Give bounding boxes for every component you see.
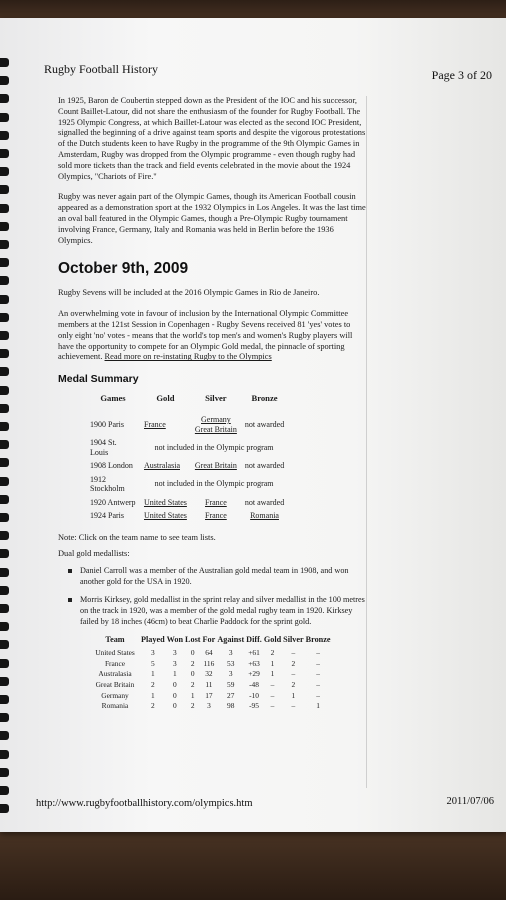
binding-hole [0, 677, 9, 686]
medal-summary-title: Medal Summary [58, 373, 139, 386]
team-name-cell: Australasia [98, 669, 132, 679]
footer-date: 2011/07/06 [446, 796, 494, 807]
games-cell: 1900 Paris [90, 419, 124, 429]
page-number: Page 3 of 20 [431, 68, 492, 82]
binding-hole [0, 804, 9, 813]
gold-team-link[interactable]: Australasia [144, 461, 180, 471]
stat-cell: 11 [205, 679, 213, 689]
table-row [86, 436, 288, 459]
stat-cell: 3 [173, 658, 177, 668]
table-row [86, 413, 288, 436]
header-gold: Gold [156, 393, 175, 404]
not-included-note: not included in the Olympic program [154, 442, 274, 452]
header-games: Games [100, 393, 126, 404]
gold-team-link[interactable]: United States [144, 511, 187, 521]
printed-page [0, 18, 506, 832]
table-row [86, 459, 288, 473]
binding-hole [0, 768, 9, 777]
table-row [90, 648, 332, 659]
binding-hole [0, 349, 9, 358]
stat-cell: – [270, 690, 275, 700]
binding-hole [0, 258, 9, 267]
stat-cell: 2 [190, 658, 195, 668]
header-silver: Silver [283, 635, 304, 645]
stat-cell: 1 [173, 669, 177, 679]
not-included-note: not included in the Olympic program [154, 479, 274, 489]
binding-hole [0, 422, 9, 431]
header-silver: Silver [205, 393, 227, 404]
spiral-binding [0, 58, 10, 818]
binding-hole [0, 750, 9, 759]
binding-hole [0, 58, 9, 67]
team-name-cell: Great Britain [95, 679, 135, 689]
list-item-text: Daniel Carroll was a member of the Australian gold medal team in 1908, and won another gold for the USA in 1920. [80, 566, 349, 586]
silver-team-link[interactable]: France [205, 497, 227, 507]
binding-hole [0, 640, 9, 649]
stat-cell: 17 [205, 690, 213, 700]
stat-cell: – [316, 690, 320, 700]
table-row [90, 680, 332, 691]
stat-cell: 1 [150, 669, 155, 679]
games-cell: 1912 Stockholm [90, 474, 125, 494]
stat-cell: 3 [173, 648, 177, 658]
stat-cell: 1 [150, 690, 155, 700]
header-diff: Diff. [246, 635, 262, 645]
stat-cell: 0 [190, 669, 195, 679]
games-cell: 1908 London [90, 461, 133, 471]
table-row [90, 659, 332, 670]
stat-cell: -10 [249, 690, 259, 700]
section-paragraph-2 [58, 309, 366, 363]
team-list-note: Note: Click on the team name to see team lists. [58, 532, 216, 542]
bronze-cell: not awarded [244, 497, 285, 507]
binding-hole [0, 113, 9, 122]
stat-cell: – [316, 679, 320, 689]
stat-cell: – [291, 701, 296, 711]
stat-cell: – [291, 648, 296, 658]
stat-cell: 53 [227, 658, 235, 668]
stat-cell: 98 [227, 701, 235, 711]
list-item-text: Morris Kirksey, gold medallist in the sprint relay and silver medallist in the 100 metres on the track in 1920, was a member of the gold medal rugby team in 1920. Kirksey failed by 18 inches (46cm) to beat Charlie Paddock for the sprint gold. [80, 595, 365, 626]
silver-team-link[interactable]: Great Britain [194, 461, 237, 471]
stat-cell: – [291, 669, 296, 679]
stat-cell: 1 [190, 690, 195, 700]
binding-hole [0, 367, 9, 376]
stat-cell: 32 [205, 669, 213, 679]
stat-cell: +29 [248, 669, 260, 679]
binding-hole [0, 222, 9, 231]
binding-hole [0, 295, 9, 304]
stat-cell: 3 [207, 701, 211, 711]
binding-hole [0, 458, 9, 467]
medal-table-header-row [86, 393, 288, 413]
binding-hole [0, 659, 9, 668]
binding-hole [0, 568, 9, 577]
stat-cell: 1 [270, 658, 275, 668]
table-row [90, 669, 332, 680]
gold-team-link[interactable]: United States [144, 497, 187, 507]
header-for: For [202, 635, 216, 645]
stat-cell: 0 [173, 679, 177, 689]
content-column [50, 96, 367, 788]
binding-hole [0, 276, 9, 285]
intro-paragraph-2: Rugby was never again part of the Olympic Games, though its American Football cousin appeared as a demonstration sport at the 1932 Olympics in Los Angeles. It was the last time an oval ball featured in the Olympic Games, though a Pre-Olympic Rugby tournament involving France, Germany, Italy and Romania was held in Berlin before the 1936 Olympics. [58, 192, 366, 245]
list-item [80, 595, 366, 627]
stat-cell: 64 [205, 648, 213, 658]
table-row [86, 473, 288, 496]
header-won: Won [166, 635, 184, 645]
binding-hole [0, 204, 9, 213]
desk-background-bottom [0, 828, 506, 900]
binding-hole [0, 131, 9, 140]
stat-cell: -95 [249, 701, 259, 711]
stat-cell: +63 [248, 658, 260, 668]
stat-cell: 1 [316, 701, 320, 711]
stat-cell: 5 [150, 658, 155, 668]
dual-medallists-list [50, 566, 366, 627]
binding-hole [0, 622, 9, 631]
stat-cell: 27 [227, 690, 235, 700]
table-row [90, 701, 332, 712]
section-paragraph-2-text: An overwhelming vote in favour of inclusion by the International Olympic Committee members at the 121st Session in Copenhagen - Rugby Sevens received 81 'yes' votes to only eight 'no' votes - means that the world's top men's and women's Rugby players will have the opportunity to compete for an Olympic Gold medal, the pinnacle of sporting achievement. [58, 309, 353, 362]
binding-hole [0, 94, 9, 103]
bronze-cell: not awarded [244, 419, 285, 429]
stat-cell: – [270, 701, 275, 711]
stat-cell: 116 [203, 658, 215, 668]
section-paragraph-1: Rugby Sevens will be included at the 2016 Olympic Games in Rio de Janeiro. [58, 288, 320, 298]
dual-medallists-title: Dual gold medallists: [58, 549, 130, 559]
stat-cell: 0 [190, 648, 195, 658]
stat-cell: -48 [249, 679, 259, 689]
games-cell: 1920 Antwerp [90, 497, 136, 507]
binding-hole [0, 76, 9, 85]
stat-cell: 2 [190, 701, 195, 711]
stat-cell: 2 [291, 658, 296, 668]
team-name-cell: United States [95, 648, 135, 658]
team-stats-table [90, 635, 332, 712]
stat-cell: 0 [173, 701, 177, 711]
binding-hole [0, 604, 9, 613]
games-cell: 1904 St. Louis [90, 438, 117, 457]
binding-hole [0, 167, 9, 176]
bronze-team-link[interactable]: Romania [250, 511, 279, 521]
stat-cell: 3 [228, 669, 233, 679]
binding-hole [0, 440, 9, 449]
binding-hole [0, 513, 9, 522]
binding-hole [0, 713, 9, 722]
binding-hole [0, 731, 9, 740]
bullet-icon [68, 569, 72, 573]
table-row [86, 509, 288, 523]
header-gold: Gold [263, 635, 282, 645]
section-title: October 9th, 2009 [58, 260, 189, 278]
stats-header-row [90, 635, 332, 648]
team-name-cell: Germany [101, 690, 129, 700]
footer-url: http://www.rugbyfootballhistory.com/olympics.htm [36, 798, 253, 809]
binding-hole [0, 313, 9, 322]
stat-cell: – [316, 648, 320, 658]
stat-cell: – [316, 658, 320, 668]
stat-cell: 3 [228, 648, 233, 658]
table-row [86, 496, 288, 510]
header-bronze: Bronze [251, 393, 278, 404]
stat-cell: +61 [248, 648, 260, 658]
binding-hole [0, 531, 9, 540]
binding-hole [0, 240, 9, 249]
stat-cell: 2 [270, 648, 275, 658]
page-header-title: Rugby Football History [44, 62, 159, 76]
list-item [80, 566, 366, 587]
bullet-icon [68, 598, 72, 602]
binding-hole [0, 331, 9, 340]
stat-cell: – [270, 679, 275, 689]
stat-cell: – [316, 669, 320, 679]
games-cell: 1924 Paris [90, 511, 124, 521]
binding-hole [0, 495, 9, 504]
silver-team-link[interactable]: Germany [201, 415, 231, 425]
binding-hole [0, 695, 9, 704]
stat-cell: 1 [270, 669, 275, 679]
stat-cell: 59 [227, 679, 235, 689]
stat-cell: 1 [291, 690, 296, 700]
binding-hole [0, 549, 9, 558]
binding-hole [0, 386, 9, 395]
binding-hole [0, 477, 9, 486]
header-bronze: Bronze [305, 635, 331, 645]
stat-cell: 0 [173, 690, 177, 700]
header-played: Played [141, 635, 165, 645]
binding-hole [0, 586, 9, 595]
intro-paragraph-1: In 1925, Baron de Coubertin stepped down as the President of the IOC and his successor, Count Baillet-Latour, did not share the enthusiasm of the founder for Rugby Football. The 1925 Olympic Congress, at which Baillet-Latour was elected as the second IOC President, signalled the beginning of a drive against team sports and despite the vigorous protestations of the Dutch students keen to have Rugby in the programme of the 9th Olympic Games in Amsterdam, Rugby was dropped from the Olympic programme - even though rugby had sold more tickets than the track and field events celebrated in the movie about the 1924 Olympics, "Chariots of Fire." [58, 96, 366, 181]
stat-cell: 2 [291, 679, 296, 689]
stat-cell: 2 [150, 679, 155, 689]
bronze-cell: not awarded [244, 461, 285, 471]
silver-team-link[interactable]: France [205, 511, 227, 521]
stat-cell: 2 [150, 701, 155, 711]
gold-team-link[interactable]: France [144, 419, 166, 429]
team-name-cell: Romania [101, 701, 129, 711]
team-name-cell: France [104, 658, 126, 668]
medal-summary-table [86, 393, 288, 523]
header-against: Against [217, 635, 245, 645]
silver-team-link[interactable]: Great Britain [194, 424, 237, 434]
binding-hole [0, 149, 9, 158]
header-lost: Lost [185, 635, 201, 645]
binding-hole [0, 185, 9, 194]
stat-cell: 2 [190, 679, 195, 689]
binding-hole [0, 786, 9, 795]
table-row [90, 691, 332, 702]
read-more-link[interactable]: Read more on re-instating Rugby to the Olympics [104, 352, 272, 362]
binding-hole [0, 404, 9, 413]
header-team: Team [105, 635, 125, 645]
stat-cell: 3 [150, 648, 155, 658]
